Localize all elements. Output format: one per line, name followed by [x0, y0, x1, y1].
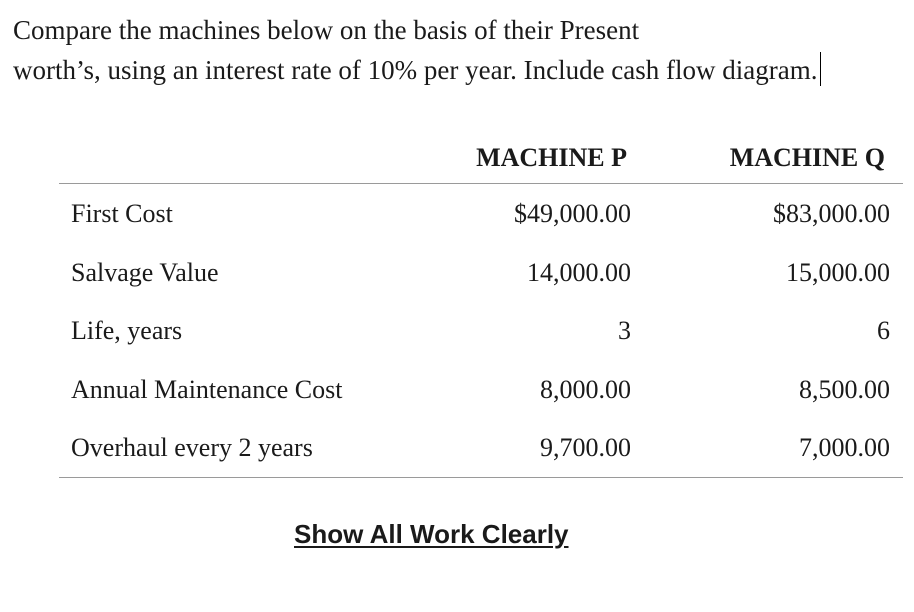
machine-p-value: 14,000.00 — [527, 257, 631, 287]
machine-p-value: 9,700.00 — [540, 433, 631, 463]
table-row — [59, 360, 903, 419]
table-header-row — [59, 140, 903, 184]
machine-comparison-table — [59, 140, 903, 478]
problem-statement-line-1: Compare the machines below on the basis of their Present — [13, 15, 640, 45]
table-row — [59, 184, 903, 243]
machine-q-value: $83,000.00 — [773, 199, 890, 228]
machine-p-value: $49,000.00 — [514, 199, 631, 228]
row-label: First Cost — [71, 199, 173, 228]
row-label: Salvage Value — [71, 257, 219, 287]
table-row — [59, 243, 903, 302]
problem-statement-line-2 — [13, 50, 913, 90]
machine-p-value: 8,000.00 — [540, 374, 631, 404]
show-work-instruction: Show All Work Clearly — [294, 519, 569, 549]
machine-q-value: 7,000.00 — [799, 433, 890, 463]
row-label: Annual Maintenance Cost — [71, 374, 343, 404]
header-machine-q: MACHINE Q — [729, 143, 885, 172]
problem-statement-line-2-text: worth’s, using an interest rate of 10% per year. Include cash flow diagram. — [13, 55, 818, 85]
table-bottom-rule — [59, 477, 903, 478]
row-label: Life, years — [71, 316, 183, 346]
machine-q-value: 6 — [877, 316, 890, 346]
table-row — [59, 301, 903, 360]
problem-statement — [13, 10, 913, 90]
machine-q-value: 15,000.00 — [786, 257, 890, 287]
machine-p-value: 3 — [618, 316, 631, 346]
header-machine-p: MACHINE P — [476, 143, 627, 172]
text-cursor — [820, 52, 821, 86]
machine-q-value: 8,500.00 — [799, 374, 890, 404]
row-label: Overhaul every 2 years — [71, 433, 313, 463]
table-row — [59, 418, 903, 477]
